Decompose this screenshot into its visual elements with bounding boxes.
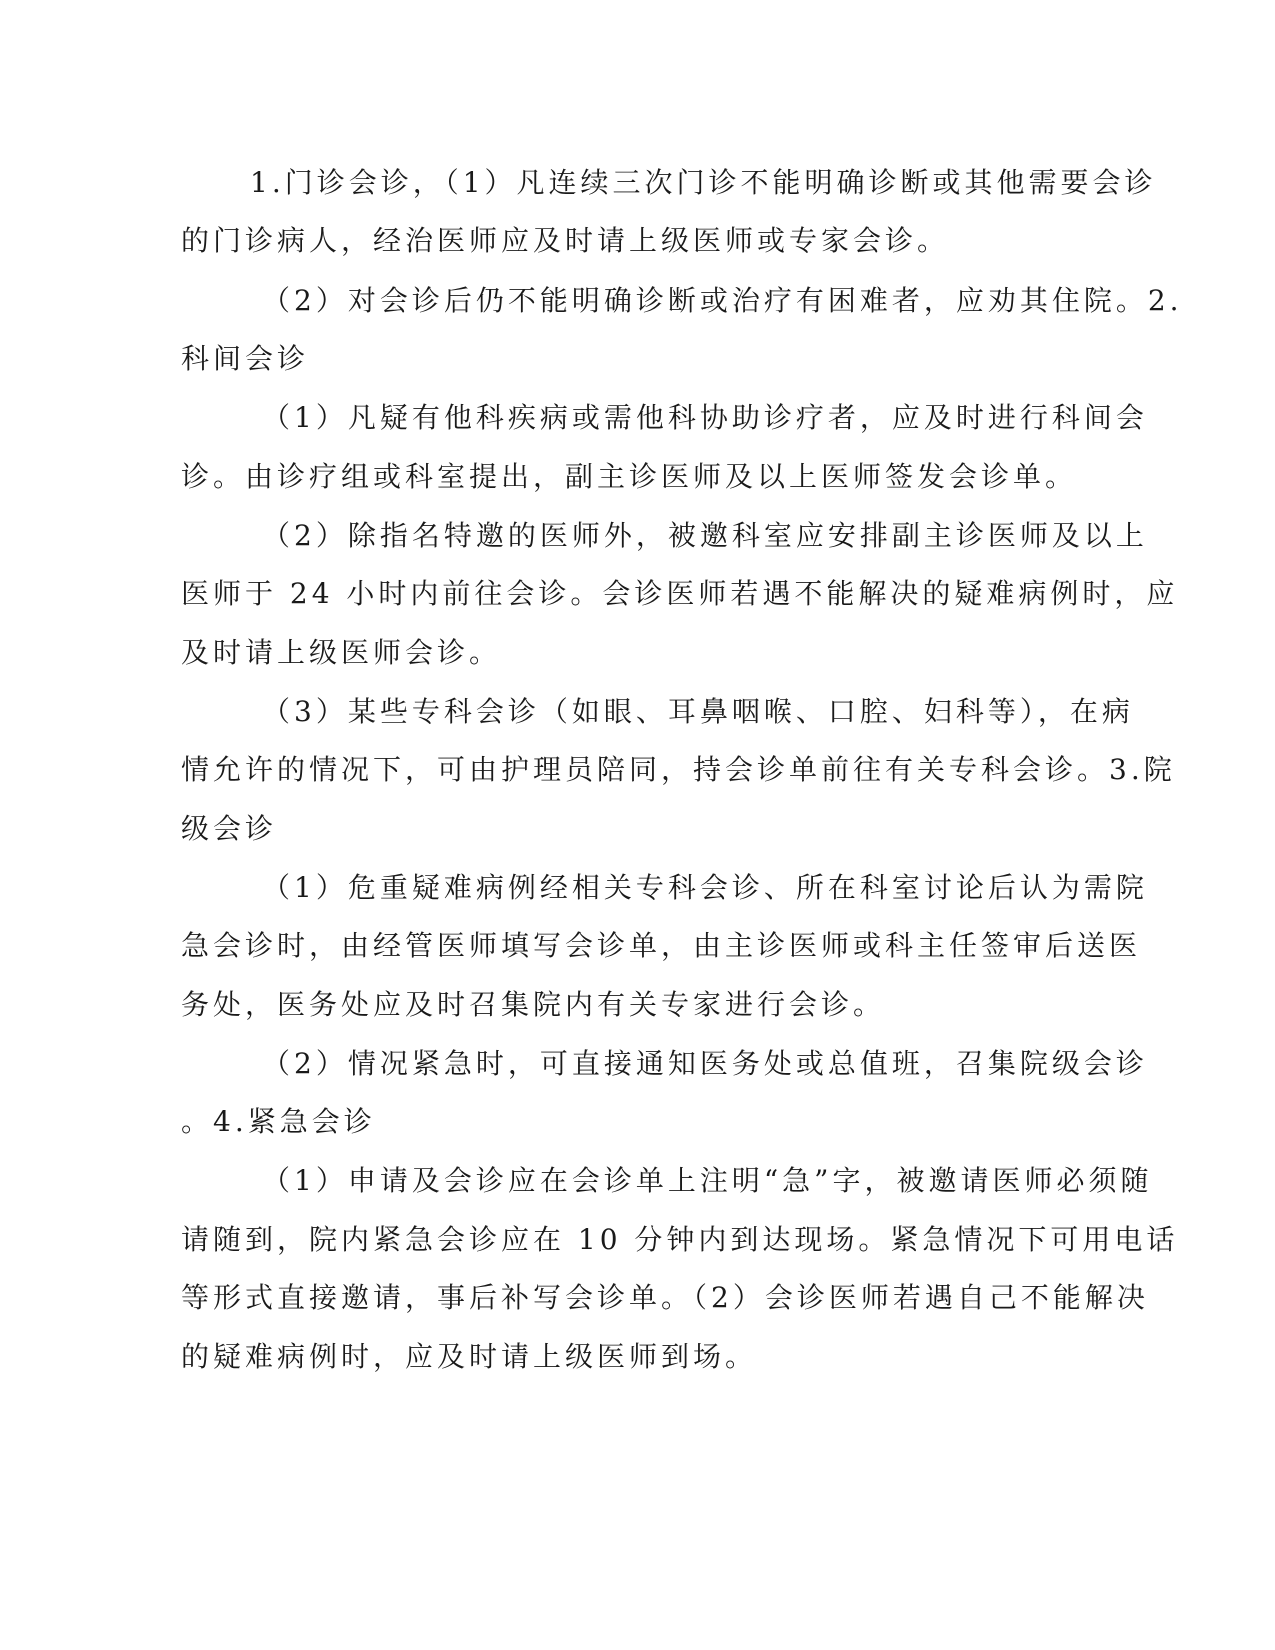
text-line: 情允许的情况下，可由护理员陪同，持会诊单前往有关专科会诊。3.院 [181, 753, 1176, 786]
text-line: （3）某些专科会诊（如眼、耳鼻咽喉、口腔、妇科等），在病 [262, 695, 1134, 728]
text-line: （1）申请及会诊应在会诊单上注明“急”字，被邀请医师必须随 [262, 1164, 1153, 1197]
text-line: （2）情况紧急时，可直接通知医务处或总值班，召集院级会诊 [262, 1047, 1148, 1080]
text-line: 务处，医务处应及时召集院内有关专家进行会诊。 [181, 988, 886, 1021]
text-line: （1）凡疑有他科疾病或需他科协助诊疗者，应及时进行科间会 [262, 401, 1148, 434]
text-line: 急会诊时，由经管医师填写会诊单，由主诊医师或科主任签审后送医 [181, 929, 1142, 962]
text-line: 医师于 24 小时内前往会诊。会诊医师若遇不能解决的疑难病例时，应 [181, 577, 1179, 610]
text-line: 1.门诊会诊，（1）凡连续三次门诊不能明确诊断或其他需要会诊 [250, 166, 1157, 199]
text-line: （2）对会诊后仍不能明确诊断或治疗有困难者，应劝其住院。2. [262, 284, 1183, 317]
text-line: 。4.紧急会诊 [181, 1105, 376, 1138]
text-line: 诊。由诊疗组或科室提出，副主诊医师及以上医师签发会诊单。 [181, 460, 1078, 493]
text-line: 的疑难病例时，应及时请上级医师到场。 [181, 1340, 758, 1373]
text-line: 及时请上级医师会诊。 [181, 636, 502, 669]
text-line: 级会诊 [181, 812, 278, 845]
text-line: （1）危重疑难病例经相关专科会诊、所在科室讨论后认为需院 [262, 871, 1148, 904]
text-line: （2）除指名特邀的医师外，被邀科室应安排副主诊医师及以上 [262, 519, 1148, 552]
text-line: 等形式直接邀请，事后补写会诊单。（2）会诊医师若遇自己不能解决 [181, 1281, 1149, 1314]
text-line: 的门诊病人，经治医师应及时请上级医师或专家会诊。 [181, 224, 950, 257]
text-line: 请随到，院内紧急会诊应在 10 分钟内到达现场。紧急情况下可用电话 [181, 1223, 1179, 1256]
text-line: 科间会诊 [181, 342, 310, 375]
